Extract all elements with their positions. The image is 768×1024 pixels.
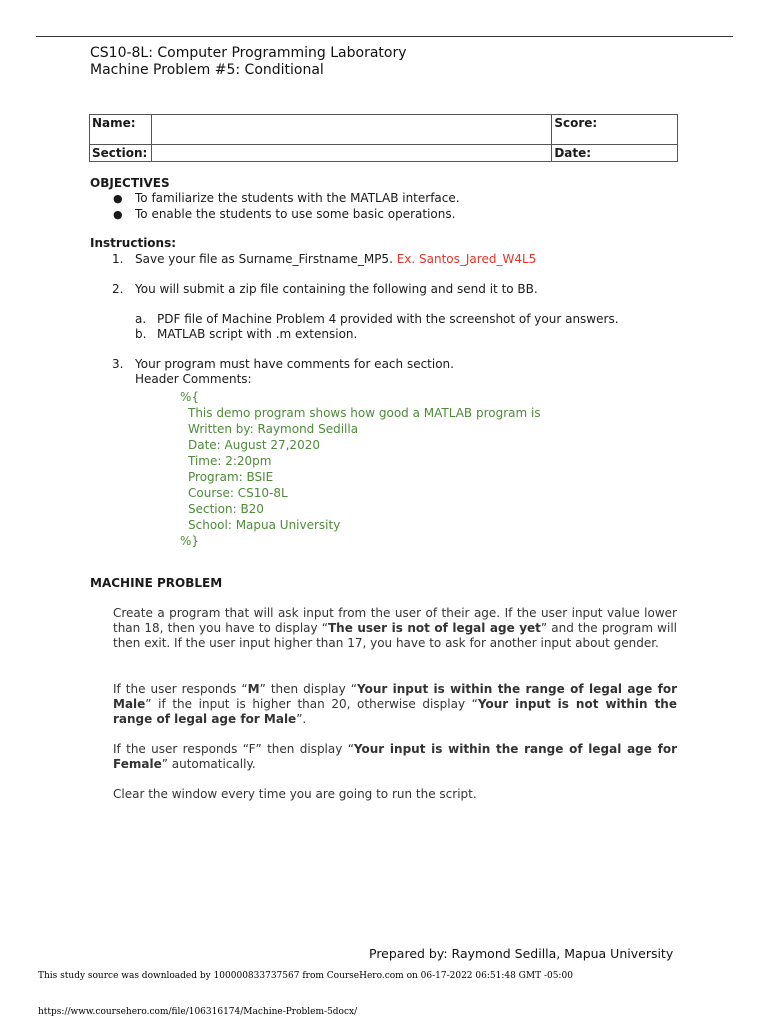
code-line: Program: BSIE [188, 470, 274, 484]
info-table [89, 114, 678, 162]
course-title: CS10-8L: Computer Programming Laboratory [90, 45, 407, 61]
p2-output: Your input is not within the range of legal age for Male [113, 697, 677, 726]
section-field[interactable] [152, 145, 552, 162]
prepared-by: Prepared by: Raymond Sedilla, Mapua University [369, 946, 674, 961]
p3-output: Your input is within the range of legal age for Female [113, 742, 677, 771]
objective-item: To familiarize the students with the MATLAB interface. [135, 191, 460, 205]
sub-label: a. [135, 312, 147, 326]
p2-text: ” if the input is higher than 20, otherwise display “ [145, 697, 478, 711]
code-line: Time: 2:20pm [188, 454, 272, 468]
sub-item-b: MATLAB script with .m extension. [157, 327, 358, 341]
sub-label: b. [135, 327, 147, 341]
p2-text: If the user responds “ [113, 682, 248, 696]
step-1 [135, 252, 536, 267]
document-title [90, 45, 407, 79]
problem-paragraph-2 [113, 682, 677, 727]
step-number: 2. [112, 282, 124, 296]
p2-text: ” then display “ [259, 682, 357, 696]
problem-paragraph-3 [113, 742, 677, 772]
name-label: Name: [90, 115, 152, 145]
name-field[interactable] [152, 115, 552, 145]
top-rule [36, 36, 733, 37]
step-3-text: Your program must have comments for each section. [135, 357, 454, 371]
p3-text: If the user responds “F” then display “ [113, 742, 354, 756]
code-line: Section: B20 [188, 502, 264, 516]
header-comment-code [180, 389, 541, 549]
bullet-icon: ● [113, 192, 123, 205]
download-notice: This study source was downloaded by 100000833737567 from CourseHero.com on 06-17-2022 06:51:48 GMT -05:00 [38, 971, 573, 981]
code-line: Date: August 27,2020 [188, 438, 320, 452]
instructions-heading: Instructions: [90, 236, 177, 250]
code-line: Written by: Raymond Sedilla [188, 422, 359, 436]
score-label: Score: [552, 115, 678, 145]
step-number: 1. [112, 252, 124, 266]
p2-text: ”. [296, 712, 307, 726]
step-1-text: Save your file as Surname_Firstname_MP5. [135, 252, 397, 266]
sub-item-a: PDF file of Machine Problem 4 provided with the screenshot of your answers. [157, 312, 619, 326]
machine-problem-heading: MACHINE PROBLEM [90, 576, 223, 590]
bullet-icon: ● [113, 208, 123, 221]
p1-output: The user is not of legal age yet [327, 621, 541, 635]
step-number: 3. [112, 357, 124, 371]
source-url-link[interactable]: https://www.coursehero.com/file/106316174/Machine-Problem-5docx/ [38, 1007, 358, 1017]
code-line: School: Mapua University [188, 518, 341, 532]
code-close: %} [180, 534, 200, 548]
problem-title: Machine Problem #5: Conditional [90, 62, 324, 78]
step-2-text: You will submit a zip file containing the following and send it to BB. [135, 282, 538, 296]
code-line: Course: CS10-8L [188, 486, 288, 500]
p1-text: Create a program that will ask input from the user of their age. If the user input value lower than 18, then you have to display “ [113, 606, 677, 635]
problem-paragraph-4: Clear the window every time you are going to run the script. [113, 787, 477, 801]
date-label: Date: [552, 145, 678, 162]
p3-text: ” automatically. [161, 757, 256, 771]
section-label: Section: [90, 145, 152, 162]
objective-item: To enable the students to use some basic operations. [135, 207, 456, 221]
p2-output: Your input is within the range of legal age for Male [113, 682, 677, 711]
problem-paragraph-1 [113, 606, 677, 651]
code-line: This demo program shows how good a MATLAB program is [188, 406, 541, 420]
header-comments-label: Header Comments: [135, 372, 252, 386]
p2-gender: M [247, 682, 260, 696]
p1-text: ” and the program will then exit. If the user input higher than 17, you have to ask for another input about gender. [113, 621, 677, 650]
filename-example: Ex. Santos_Jared_W4L5 [396, 252, 537, 266]
objectives-heading: OBJECTIVES [90, 176, 170, 190]
code-open: %{ [180, 390, 200, 404]
